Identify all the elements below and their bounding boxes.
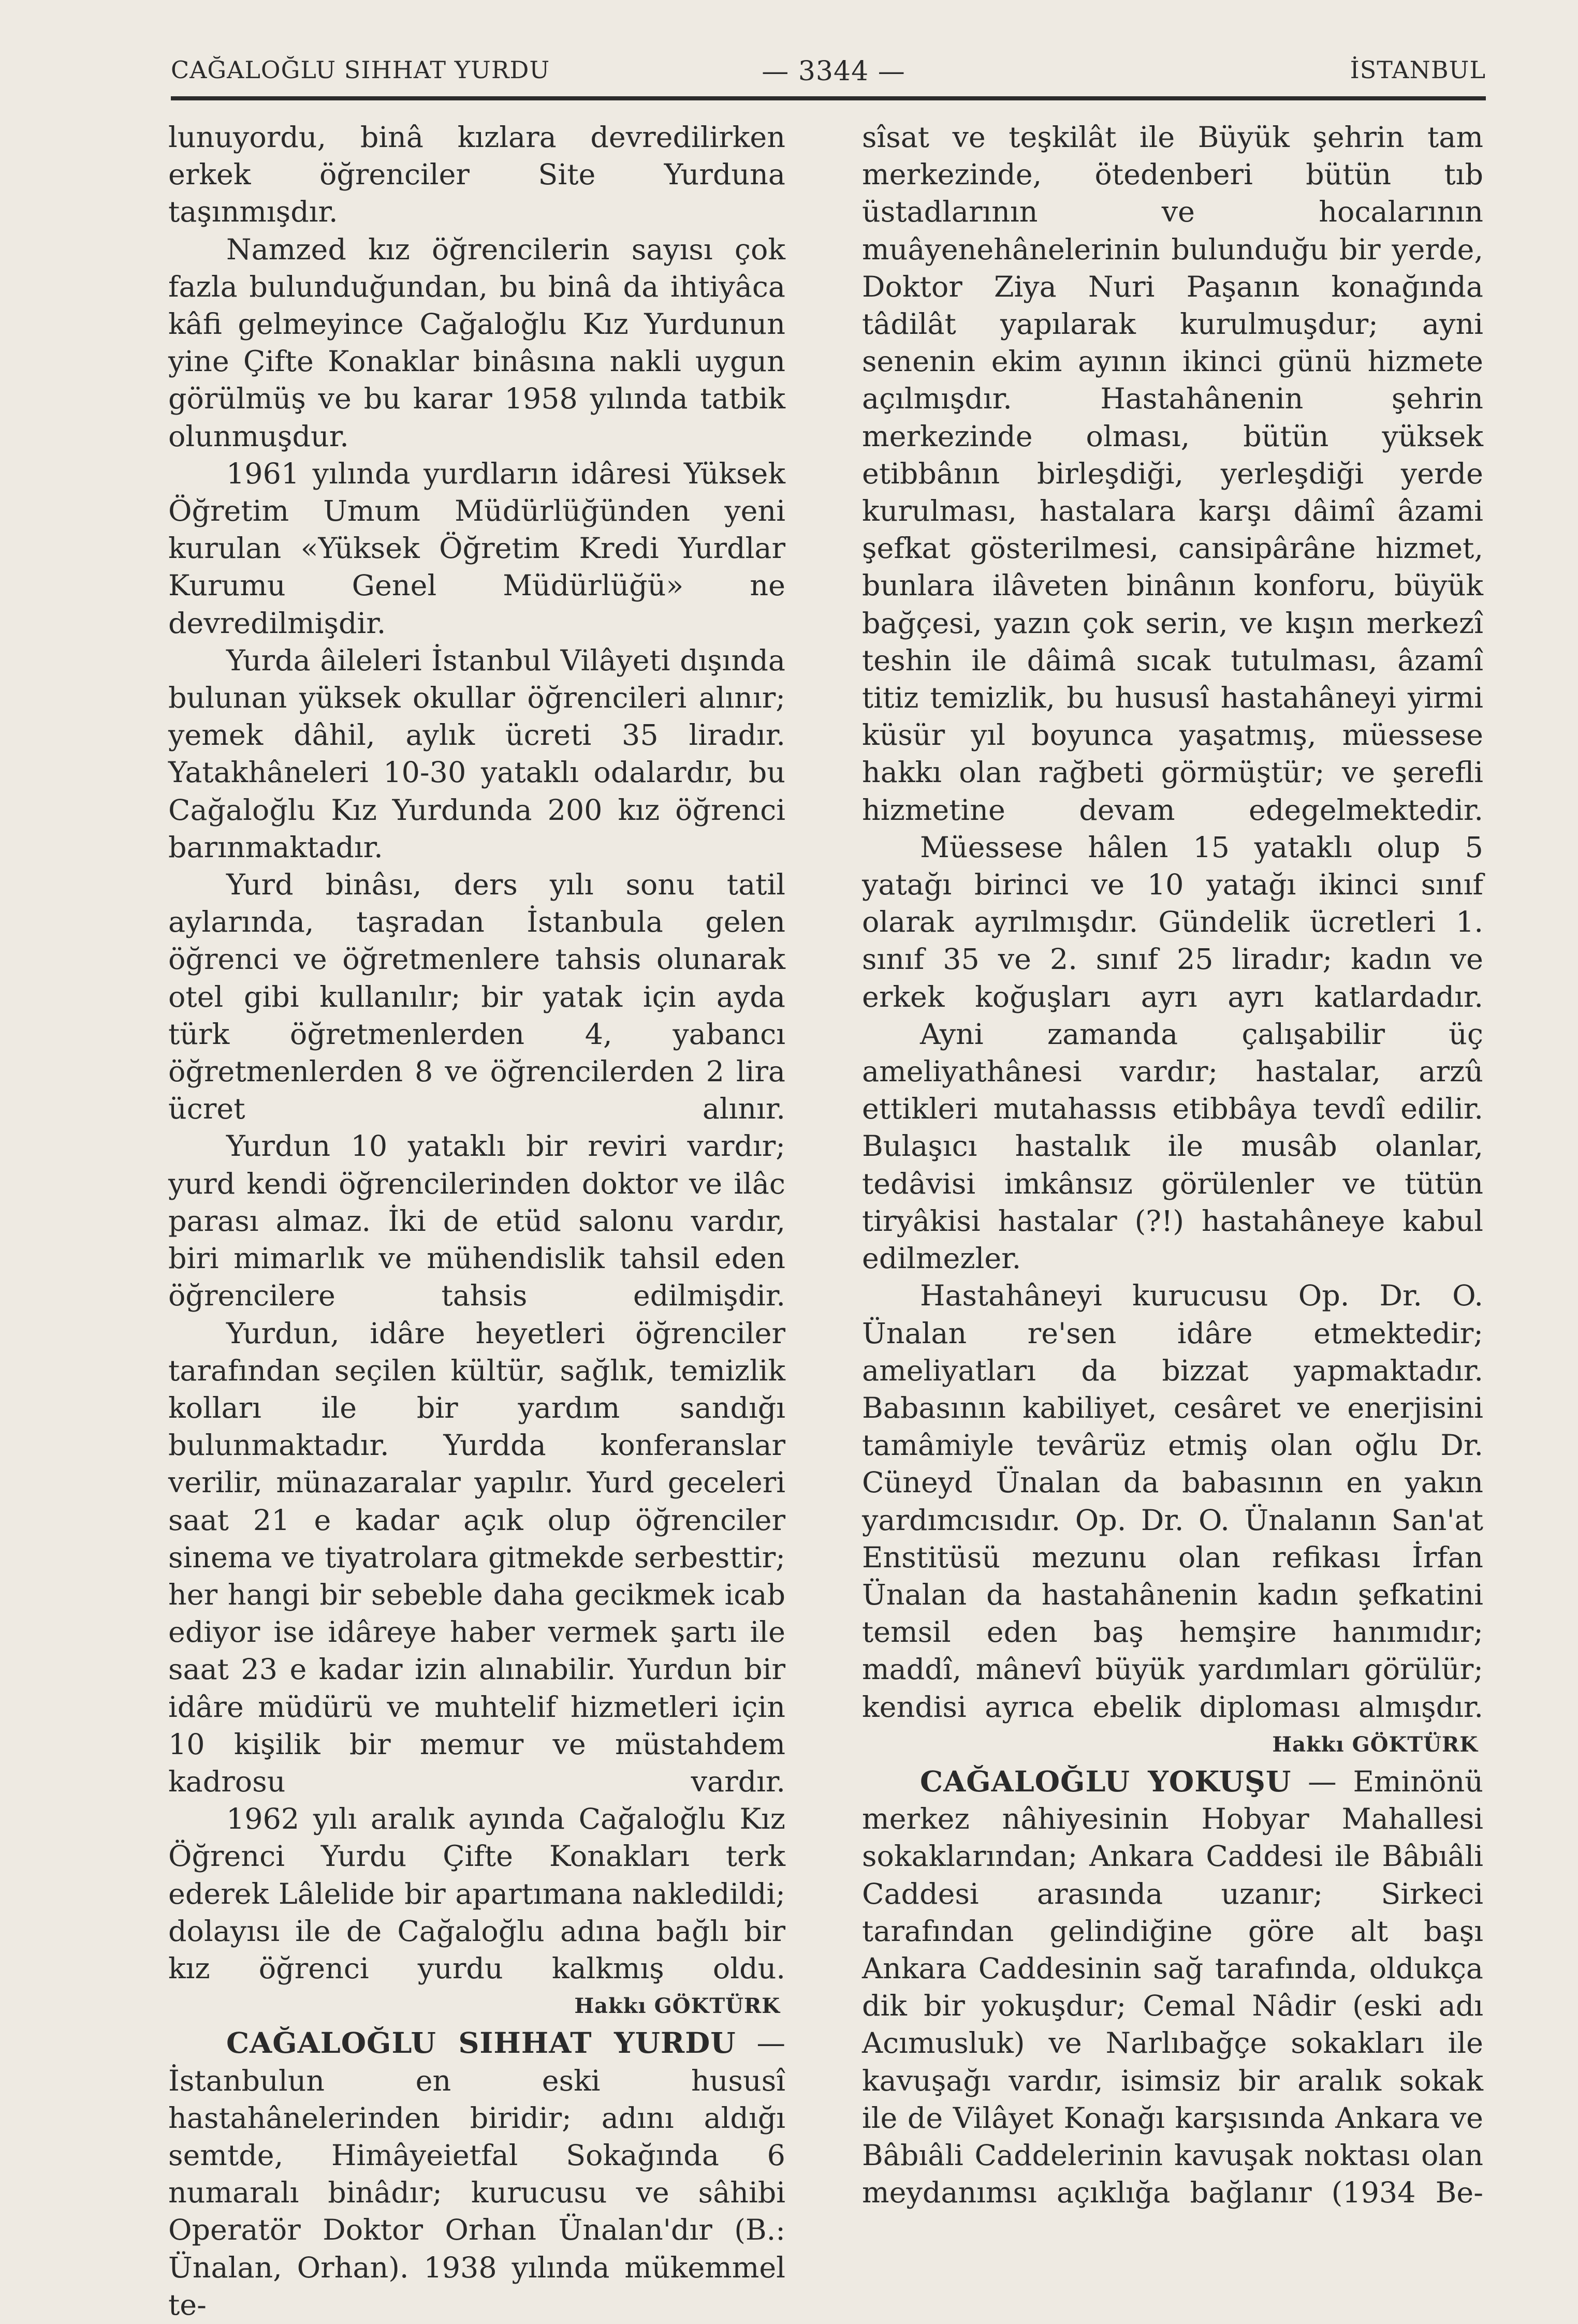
running-head-left: CAĞALOĞLU SIHHAT YURDU xyxy=(171,56,550,84)
entry-paragraph xyxy=(862,1763,1483,2212)
entry-paragraph xyxy=(168,2025,785,2324)
paragraph: Müessese hâlen 15 yataklı olup 5 yatağı birinci ve 10 yatağı ikinci sınıf olarak ayrılmışdır. Gündelik ücretleri 1. sınıf 35 ve 2. sınıf 25 liradır; kadın ve erkek koğuşları ayrı ayrı katlardadır. xyxy=(862,830,1483,1014)
paragraph: 1961 yılında yurdların idâresi Yüksek Öğretim Umum Müdürlüğünden yeni kurulan «Yüksek Öğretim Kredi Yurdlar Kurumu Genel Müdürlüğü» ne devredilmişdir. xyxy=(168,457,785,640)
paragraph-continuation: lunuyordu, binâ kızlara devredilirken erkek öğrenciler Site Yurduna taşınmışdır. xyxy=(168,121,785,229)
entry-text: — Eminönü merkez nâhiyesinin Hobyar Mahallesi sokaklarından; Ankara Caddesi ile Bâbıâli Caddesi arasında uzanır; Sirkeci tarafından gelindiğine göre alt başı Ankara Caddesinin sağ tarafında, oldukça dik bir yokuşdur; Cemal Nâdir (eski adı Acımusluk) ve Narlıbağçe sokakları ile kavuşağı vardır, isimsiz bir aralık sokak ile de Vilâyet Konağı karşısında Ankara ve Bâbıâli Caddelerinin kavuşak noktası olan meydanımsı açıklığa bağlanır (1934 Be- xyxy=(862,1764,1483,2210)
paragraph-continuation: sîsat ve teşkilât ile Büyük şehrin tam merkezinde, ötedenberi bütün tıb üstadlarının ve hocalarının muâyenehânelerinin bulunduğu bir yerde, Doktor Ziya Nuri Paşanın konağında tâdilât yapılarak kurulmuşdur; ayni senenin ekim ayının ikinci günü hizmete açılmışdır. Hastahânenin şehrin merkezinde olması, bütün yüksek etibbânın birleşdiği, yerleşdiği yerde kurulması, hastalara karşı dâimî âzami şefkat gösterilmesi, cansipârâne hizmet, bunlara ilâveten binânın konforu, büyük bağçesi, yazın çok serin, ve kışın merkezî teshin ile dâimâ sıcak tutulması, âzamî titiz temizlik, bu hususî hastahâneyi yirmi küsür yıl boyunca yaşatmış, müessese hakkı olan rağbeti görmüştür; ve şerefli hizmetine devam edegelmektedir. xyxy=(862,121,1483,827)
paragraph: Yurda âileleri İstanbul Vilâyeti dışında bulunan yüksek okullar öğrencileri alınır; yemek dâhil, aylık ücreti 35 liradır. Yatakhâneleri 10-30 yataklı odalardır, bu Cağaloğlu Kız Yurdunda 200 kız öğrenci barınmaktadır. xyxy=(168,643,785,864)
right-column xyxy=(862,119,1483,2212)
left-column xyxy=(168,119,785,2324)
entry-text: — İstanbulun en eski hususî hastahânelerinden biridir; adını aldığı semtde, Himâyeietfal Sokağında 6 numaralı binâdır; kurucusu ve sâhibi Operatör Doktor Orhan Ünalan'dır (B.: Ünalan, Orhan). 1938 yılında mükemmel te- xyxy=(168,2026,785,2322)
page-number: — 3344 — xyxy=(762,56,905,87)
paragraph: Yurd binâsı, ders yılı sonu tatil aylarında, taşradan İstanbula gelen öğrenci ve öğretmenlere tahsis olunarak otel gibi kullanılır; bir yatak için ayda türk öğretmenlerden 4, yabancı öğretmenlerden 8 ve öğrencilerden 2 lira ücret alınır. xyxy=(168,868,785,1126)
paragraph: 1962 yılı aralık ayında Cağaloğlu Kız Öğrenci Yurdu Çifte Konakları terk ederek Lâlelide bir apartımana nakledildi; dolayısı ile de Cağaloğlu adına bağlı bir kız öğrenci yurdu kalkmış oldu. xyxy=(168,1802,785,1985)
paragraph: Namzed kız öğrencilerin sayısı çok fazla bulunduğundan, bu binâ da ihtiyâca kâfi gelmeyince Cağaloğlu Kız Yurdunun yine Çifte Konaklar binâsına nakli uygun görülmüş ve bu karar 1958 yılında tatbik olunmuşdur. xyxy=(168,232,785,453)
header-rule xyxy=(171,96,1486,100)
paragraph: Yurdun 10 yataklı bir reviri vardır; yurd kendi öğrencilerinden doktor ve ilâc parası almaz. İki de etüd salonu vardır, biri mimarlık ve mühendislik tahsil eden öğrencilere tahsis edilmişdir. xyxy=(168,1129,785,1313)
running-head-right: İSTANBUL xyxy=(1350,56,1486,84)
page-header xyxy=(171,56,1486,97)
author-signature: Hakkı GÖKTÜRK xyxy=(574,1994,780,2019)
paragraph: Hastahâneyi kurucusu Op. Dr. O. Ünalan re'sen idâre etmektedir; ameliyatları da bizzat yapmaktadır. Babasının kabiliyet, cesâret ve enerjisini tamâmiyle tevârüz etmiş olan oğlu Dr. Cüneyd Ünalan da babasının en yakın yardımcısıdır. Op. Dr. O. Ünalanın San'at Enstitüsü mezunu olan refikası İrfan Ünalan da hastahânenin kadın şefkatini temsil eden baş hemşire hanımıdır; maddî, mânevî büyük yardımları görülür; kendisi ayrıca ebelik diploması almışdır. xyxy=(862,1279,1483,1724)
paragraph: Yurdun, idâre heyetleri öğrenciler tarafından seçilen kültür, sağlık, temizlik kolları ile bir yardım sandığı bulunmaktadır. Yurdda konferanslar verilir, münazaralar yapılır. Yurd geceleri saat 21 e kadar açık olup öğrenciler sinema ve tiyatrolara gitmekde serbesttir; her hangi bir sebeble daha gecikmek icab ediyor ise idâreye haber vermek şartı ile saat 23 e kadar izin alınabilir. Yurdun bir idâre müdürü ve muhtelif hizmetleri için 10 kişilik bir memur ve müstahdem kadrosu vardır. xyxy=(168,1316,785,1799)
entry-headword: CAĞALOĞLU YOKUŞU xyxy=(920,1764,1292,1799)
author-signature: Hakkı GÖKTÜRK xyxy=(1272,1732,1478,1757)
paragraph: Ayni zamanda çalışabilir üç ameliyathânesi vardır; hastalar, arzû ettikleri mutahassıs etibbâya tevdî edilir. Bulaşıcı hastalık ile musâb olanlar, tedâvisi imkânsız görülenler ve tütün tiryâkisi hastalar (?!) hastahâneye kabul edilmezler. xyxy=(862,1017,1483,1276)
entry-headword: CAĞALOĞLU SIHHAT YURDU xyxy=(226,2026,736,2061)
